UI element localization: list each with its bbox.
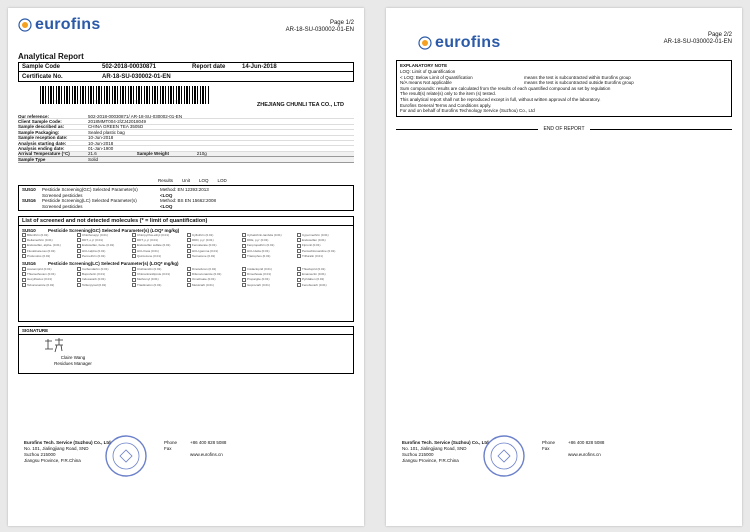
result-method: Method: BS EN 15662:2008 xyxy=(160,198,217,204)
brand-name: eurofins xyxy=(435,34,501,51)
molecule-item: Endosulfan, alpha- (0.01) xyxy=(22,243,75,248)
molecule-item: Endosulfan (0.01) xyxy=(297,238,350,243)
molecule-item: HCH gamma (0.01) xyxy=(187,249,240,254)
weight-label: Sample Weight xyxy=(136,151,169,157)
note-text-right: means the test is subcontracted within Eurofins group xyxy=(524,74,631,80)
footer-contact xyxy=(542,440,628,458)
molecule-item: Cyfluthrin (0.01) xyxy=(187,233,240,238)
phone-label: Phone xyxy=(542,440,556,445)
molecule-item: Trifluralin (0.01) xyxy=(297,254,350,259)
note-text: Eurofins General Terms and Conditions apply. xyxy=(400,102,492,108)
report-page-1 xyxy=(8,8,364,526)
molecule-item: Fluvalinate-tau (0.01) xyxy=(22,249,75,254)
molecule-item: Propargite (0.01) xyxy=(242,277,295,282)
doc-id: AR-18-SU-030002-01-EN xyxy=(285,27,354,33)
screened-list xyxy=(18,216,354,322)
molecule-item: Cyhalothrin-lambda (0.01) xyxy=(242,233,295,238)
sample-type-label: Sample Type xyxy=(18,156,46,162)
results-header xyxy=(158,178,227,183)
result-desc: Pesticide Screening(GC) Selected Parameter(s) xyxy=(42,187,138,193)
company-stamp xyxy=(482,434,526,478)
info-value: Sealed plastic bag xyxy=(88,129,125,135)
result-method: Method: EN 12393:2013 xyxy=(160,187,209,193)
result-code: SU510 xyxy=(22,187,36,193)
molecule-item: Imidacloprid (0.01) xyxy=(242,267,295,272)
temp-label: Arrival Temperature (°C) xyxy=(18,151,70,157)
molecule-item: Carbendazim (0.01) xyxy=(77,267,130,272)
molecule-item: Profenofos (0.01) xyxy=(22,254,75,259)
molecule-item: Emamectin (0.01) xyxy=(297,272,350,277)
molecule-item: Dimethoate (0.01) xyxy=(242,272,295,277)
info-key: Client Sample Code: xyxy=(18,119,62,125)
molecule-item: HCH beta (0.01) xyxy=(132,249,185,254)
report-date-label: Report date xyxy=(192,64,226,70)
info-value: 01-Jan-1900 xyxy=(88,146,114,152)
footer-contact xyxy=(164,440,250,458)
phone-label: Phone xyxy=(164,440,178,445)
barcode xyxy=(40,86,210,104)
molecule-item: Metolcarb (0.01) xyxy=(187,283,240,288)
molecule-grid-gc xyxy=(22,233,350,259)
info-key: Sample Packaging: xyxy=(18,129,60,135)
page-title: Analytical Report xyxy=(18,52,84,61)
molecule-item: Cypermethrin (0.01) xyxy=(297,233,350,238)
section-code: SU510 xyxy=(22,227,36,233)
signature-title: SIGNATURE xyxy=(19,327,353,335)
fax-label: Fax xyxy=(164,446,172,451)
section-heading: Pesticide Screening(GC) Selected Parameter(s) (LOQ* mg/kg) xyxy=(48,227,180,233)
screened-section-lc xyxy=(19,260,353,289)
end-of-report xyxy=(396,126,732,132)
molecule-item: Dinotefuran (0.01) xyxy=(187,267,240,272)
sample-code-value: 502-2018-00030871 xyxy=(102,64,157,70)
molecule-item: Thiamethoxam (0.01) xyxy=(22,272,75,277)
molecule-item: Endosulfan, beta- (0.01) xyxy=(77,243,130,248)
molecule-item: Tebuconazole (0.01) xyxy=(22,283,75,288)
molecule-item: Chlorfenapyr (0.01) xyxy=(77,233,130,238)
molecule-item: Omethoate (0.01) xyxy=(187,277,240,282)
eurofins-mark-icon xyxy=(418,36,432,50)
molecule-item: DDT, p,p' (0.01) xyxy=(132,238,185,243)
info-value: 10-Jun-2018 xyxy=(88,140,114,146)
molecule-item: Pyridaben (0.01) xyxy=(297,277,350,282)
report-date-value: 14-Jun-2018 xyxy=(242,64,277,70)
result-sub: Screened pesticides xyxy=(42,203,83,209)
signature-box xyxy=(18,326,354,374)
page-number-block xyxy=(664,32,732,46)
molecule-item: Chlorpyrifos-ethyl (0.01) xyxy=(132,233,185,238)
company-stamp xyxy=(104,434,148,478)
molecule-item: Quintozene (0.01) xyxy=(132,254,185,259)
info-key: Sample reception date: xyxy=(18,135,68,141)
signer-role: Residues Manager xyxy=(54,360,92,366)
section-code: SU516 xyxy=(22,261,36,267)
note-text: N/A means Not applicable xyxy=(400,80,452,86)
eurofins-mark-icon xyxy=(18,18,32,32)
molecule-item: Acetamiprid (0.01) xyxy=(22,267,75,272)
footer-address-line: Jiangsu Province, P.R.China xyxy=(402,458,459,463)
molecule-item: Fenobucarb (0.01) xyxy=(297,283,350,288)
molecule-item: Chlorantraniliprole (0.01) xyxy=(132,272,185,277)
result-value: <LOQ xyxy=(160,192,173,198)
molecule-item: Hexythiazox (0.01) xyxy=(22,277,75,282)
molecule-item: DDT, o,p' (0.01) xyxy=(77,238,130,243)
client-company: ZHEJIANG CHUNLI TEA CO., LTD xyxy=(256,102,344,108)
note-text: Sum compounds: results are calculated from the results of each quantified compound as set by regulation xyxy=(400,85,611,91)
sample-code-label: Sample Code xyxy=(22,64,61,70)
molecule-item: Bifenthrin (0.01) xyxy=(22,233,75,238)
molecule-item: Fenpropathrin (0.01) xyxy=(242,243,295,248)
molecule-item: Difenoconazole (0.01) xyxy=(187,272,240,277)
info-value: CHINA GREEN TEA 3505D xyxy=(88,124,144,130)
unit-col: Unit xyxy=(182,178,191,183)
note-text: For and on behalf of Eurofins Technology Service (Suzhou) Co., Ltd xyxy=(400,108,535,114)
end-of-report-text: END OF REPORT xyxy=(543,126,585,132)
eurofins-logo xyxy=(18,16,101,34)
info-value: 10-Jun-2018 xyxy=(88,135,114,141)
molecule-item: Buprofezin (0.01) xyxy=(77,272,130,277)
phone-value: +86 400 828 5088 xyxy=(568,440,605,445)
molecule-item: Isoprocarb (0.01) xyxy=(242,283,295,288)
info-key: Sample described as: xyxy=(18,124,65,130)
note-text: The result(s) relate(s) only to the item (s) tested. xyxy=(400,91,497,97)
results-col: Results xyxy=(158,178,174,183)
info-value: 2018MMT004-2/ZJ42018049 xyxy=(88,119,147,125)
footer-address-line: No. 101, Jialingjiang Road, SND xyxy=(402,446,467,451)
signer-name: Claire Wang xyxy=(60,355,86,360)
molecule-item: HCH delta (0.01) xyxy=(242,249,295,254)
screened-list-title: List of screened and not detected molecules (* = limit of quantification) xyxy=(19,217,353,226)
lod-col: LOD xyxy=(217,178,227,183)
molecule-item: Fipronil (0.01) xyxy=(297,243,350,248)
molecule-grid-lc xyxy=(22,267,350,288)
footer-address-line: Suzhou 215000 xyxy=(402,452,434,457)
fax-label: Fax xyxy=(542,446,550,451)
divider xyxy=(396,129,538,130)
results-table xyxy=(18,185,354,211)
molecule-item: DDE, p,p' (0.01) xyxy=(242,238,295,243)
result-value: <LOQ xyxy=(160,203,173,209)
molecule-item: Permethrin (0.01) xyxy=(77,254,130,259)
website-link[interactable]: www.eurofins.cn xyxy=(190,452,223,457)
footer-address-line: Suzhou 215000 xyxy=(24,452,56,457)
molecule-item: Pentachloroaniline (0.01) xyxy=(297,249,350,254)
sample-info-table xyxy=(18,114,354,163)
eurofins-logo xyxy=(418,34,501,52)
result-code: SU516 xyxy=(22,198,36,204)
section-heading: Pesticide Screening(LC) Selected Parameter(s) (LOQ* mg/kg) xyxy=(48,261,179,267)
certificate-value: AR-18-SU-030002-01-EN xyxy=(102,73,171,80)
phone-value: +86 400 828 5088 xyxy=(190,440,227,445)
weight-value: 210g xyxy=(196,151,207,157)
result-sub: Screened pesticides xyxy=(42,192,83,198)
page-label: Page 2/2 xyxy=(707,32,732,38)
doc-id: AR-18-SU-030002-01-EN xyxy=(663,39,732,45)
note-text: This analytical report shall not be reproduced except in full, without written approval of the laboratory. xyxy=(400,96,601,102)
note-text: LOQ: Limit of Quantification xyxy=(400,69,456,74)
loq-col: LOQ xyxy=(199,178,209,183)
molecule-item: Methomyl (0.01) xyxy=(132,277,185,282)
result-desc: Pesticide Screening(LC) Selected Parameter(s) xyxy=(42,198,137,204)
explanatory-note-box xyxy=(396,60,732,117)
info-key: Our reference: xyxy=(18,113,50,119)
report-page-2 xyxy=(386,8,742,526)
page-number-block xyxy=(286,20,354,34)
report-header-box xyxy=(18,62,354,82)
molecule-item: Deltamethrin (0.01) xyxy=(22,238,75,243)
signer-block xyxy=(43,355,103,366)
page-label: Page 1/2 xyxy=(329,20,354,26)
info-key: Analysis ending date: xyxy=(18,146,65,152)
sample-type-value: Solid xyxy=(88,156,99,162)
molecule-item: Tecnazene (0.01) xyxy=(187,254,240,259)
screened-section-gc xyxy=(19,226,353,260)
info-key: Analysis starting date: xyxy=(18,140,67,146)
molecule-item: DDD, p,p' (0.01) xyxy=(187,238,240,243)
footer-company: Eurofins Tech. Service (Suzhou) Co., Ltd xyxy=(402,440,489,445)
molecule-item: Triadimefon (0.01) xyxy=(132,283,185,288)
explanatory-title: EXPLANATORY NOTE xyxy=(400,63,448,68)
molecule-item: Tolfenpyrad (0.01) xyxy=(77,283,130,288)
footer-address-line: Jiangsu Province, P.R.China xyxy=(24,458,81,463)
divider xyxy=(590,129,732,130)
handwritten-signature xyxy=(43,337,65,353)
brand-name: eurofins xyxy=(35,16,101,33)
molecule-item: HCH alpha (0.01) xyxy=(77,249,130,254)
footer-address-line: No. 101, Jialingjiang Road, SND xyxy=(24,446,89,451)
molecule-item: Thiacloprid (0.01) xyxy=(297,267,350,272)
website-link[interactable]: www.eurofins.cn xyxy=(568,452,601,457)
temp-value: 21.6 xyxy=(88,151,97,157)
molecule-item: Fenvalerate (0.01) xyxy=(187,243,240,248)
molecule-item: Indoxacarb (0.01) xyxy=(77,277,130,282)
molecule-item: Endosulfan sulfate (0.01) xyxy=(132,243,185,248)
note-text-right: means the test is subcontracted outside Eurofins group xyxy=(524,80,634,86)
note-text: < LOQ: Below Limit of Quantification xyxy=(400,74,473,80)
footer-company: Eurofins Tech. Service (Suzhou) Co., Ltd xyxy=(24,440,111,445)
info-value: 502-2018-00030871/ AR-18-SU-030002-01-EN xyxy=(88,113,183,119)
certificate-label: Certificate No. xyxy=(22,73,63,80)
molecule-item: Triazophos (0.01) xyxy=(242,254,295,259)
molecule-item: Clothianidin (0.01) xyxy=(132,267,185,272)
